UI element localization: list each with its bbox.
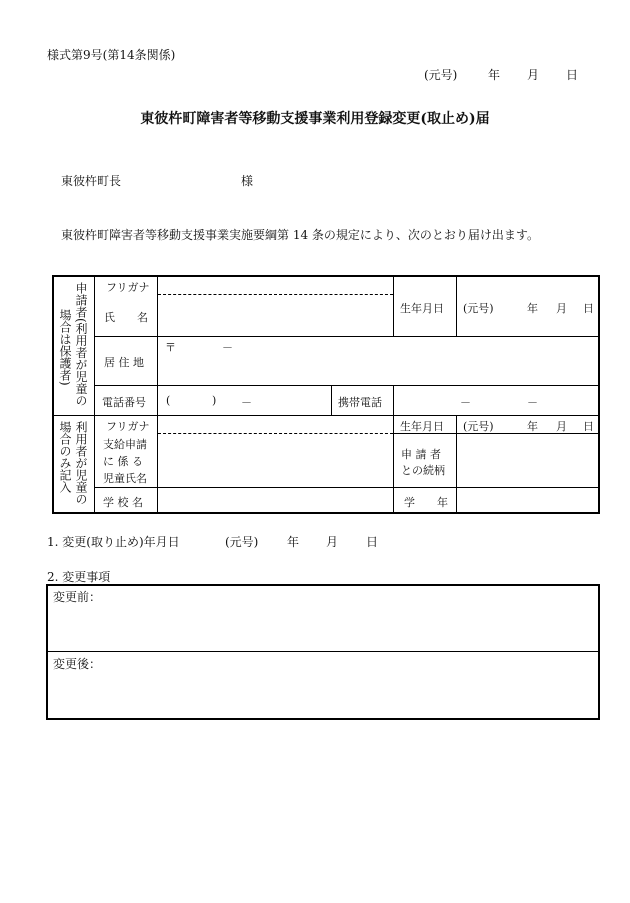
intro-text: 東彼杵町障害者等移動支援事業実施要綱第 14 条の規定により、次のとおり届け出ます。 [61, 228, 539, 242]
table-divider [331, 385, 332, 415]
birth-day: 日 [583, 302, 594, 315]
date-day: 日 [566, 68, 579, 82]
child-section-label: 利用者が児童の [74, 421, 88, 505]
addressee-name: 東彼杵町長 [61, 174, 122, 188]
applicant-furigana-field[interactable] [158, 278, 393, 294]
name-label: 氏 名 [104, 311, 148, 324]
child-name-field[interactable] [158, 434, 393, 487]
phone-dash: － [241, 396, 252, 409]
date-era: (元号) [424, 68, 458, 82]
child-name-label-3: 児童氏名 [103, 472, 147, 485]
table-divider [456, 276, 457, 337]
after-change-label: 変更後： [53, 657, 102, 671]
form-number: 様式第9号(第14条関係) [47, 48, 176, 62]
child-name-label: 支給申請 [103, 438, 147, 451]
change-date-day: 日 [366, 535, 379, 549]
birth-month: 月 [556, 302, 567, 315]
relation-field[interactable] [457, 434, 599, 487]
mobile-label: 携帯電話 [338, 396, 382, 409]
table-divider [94, 276, 95, 513]
address-field[interactable] [158, 337, 599, 385]
phone-close: ) [212, 394, 217, 407]
child-furigana-field[interactable] [158, 416, 393, 433]
child-name-label-2: に 係 る [103, 455, 143, 468]
changes-label: 2. 変更事項 [47, 570, 111, 584]
table-divider [393, 276, 394, 337]
school-label: 学 校 名 [103, 496, 143, 509]
change-date-year: 年 [287, 535, 300, 549]
child-birth-label: 生年月日 [400, 420, 444, 433]
child-birth-day: 日 [583, 420, 594, 433]
furigana-label: フリガナ [106, 281, 150, 294]
address-label: 居 住 地 [104, 356, 144, 369]
document-title: 東彼杵町障害者等移動支援事業利用登録変更(取止め)届 [140, 111, 490, 127]
mobile-dash: － [527, 396, 538, 409]
table-divider [393, 385, 394, 415]
child-birth-month: 月 [556, 420, 567, 433]
before-change-field[interactable] [48, 604, 598, 650]
change-date-era: (元号) [225, 535, 259, 549]
date-month: 月 [527, 68, 540, 82]
applicant-section-label: 申請者(利用者が児童の [74, 282, 88, 407]
table-divider [393, 415, 394, 513]
applicant-section-label-cont: 場合は保護者) [58, 309, 72, 386]
child-birth-era: (元号) [463, 420, 494, 433]
grade-label: 学 年 [404, 496, 448, 509]
date-year: 年 [488, 68, 501, 82]
child-birth-year: 年 [527, 420, 538, 433]
postal-mark: 〒 [165, 341, 176, 354]
birth-label: 生年月日 [400, 302, 444, 315]
change-date-label: 1. 変更(取り止め)年月日 [47, 535, 180, 549]
before-change-label: 変更前： [53, 590, 102, 604]
relation-label-2: との続柄 [401, 464, 445, 477]
postal-dash: － [222, 341, 233, 354]
phone-open: ( [166, 394, 171, 407]
grade-field[interactable] [457, 488, 599, 513]
school-field[interactable] [158, 488, 393, 513]
table-divider [158, 294, 393, 295]
after-change-field[interactable] [48, 671, 598, 717]
change-date-month: 月 [326, 535, 339, 549]
birth-era: (元号) [463, 302, 494, 315]
child-section-label-cont: 場合のみ記入 [58, 421, 72, 493]
table-divider [95, 385, 599, 386]
relation-label: 申 請 者 [401, 448, 441, 461]
changes-divider [47, 651, 599, 652]
child-furigana-label: フリガナ [106, 420, 150, 433]
phone-label: 電話番号 [102, 396, 146, 409]
birth-year: 年 [527, 302, 538, 315]
mobile-dash: － [460, 396, 471, 409]
addressee-honorific: 様 [241, 174, 254, 188]
applicant-name-field[interactable] [158, 296, 393, 336]
